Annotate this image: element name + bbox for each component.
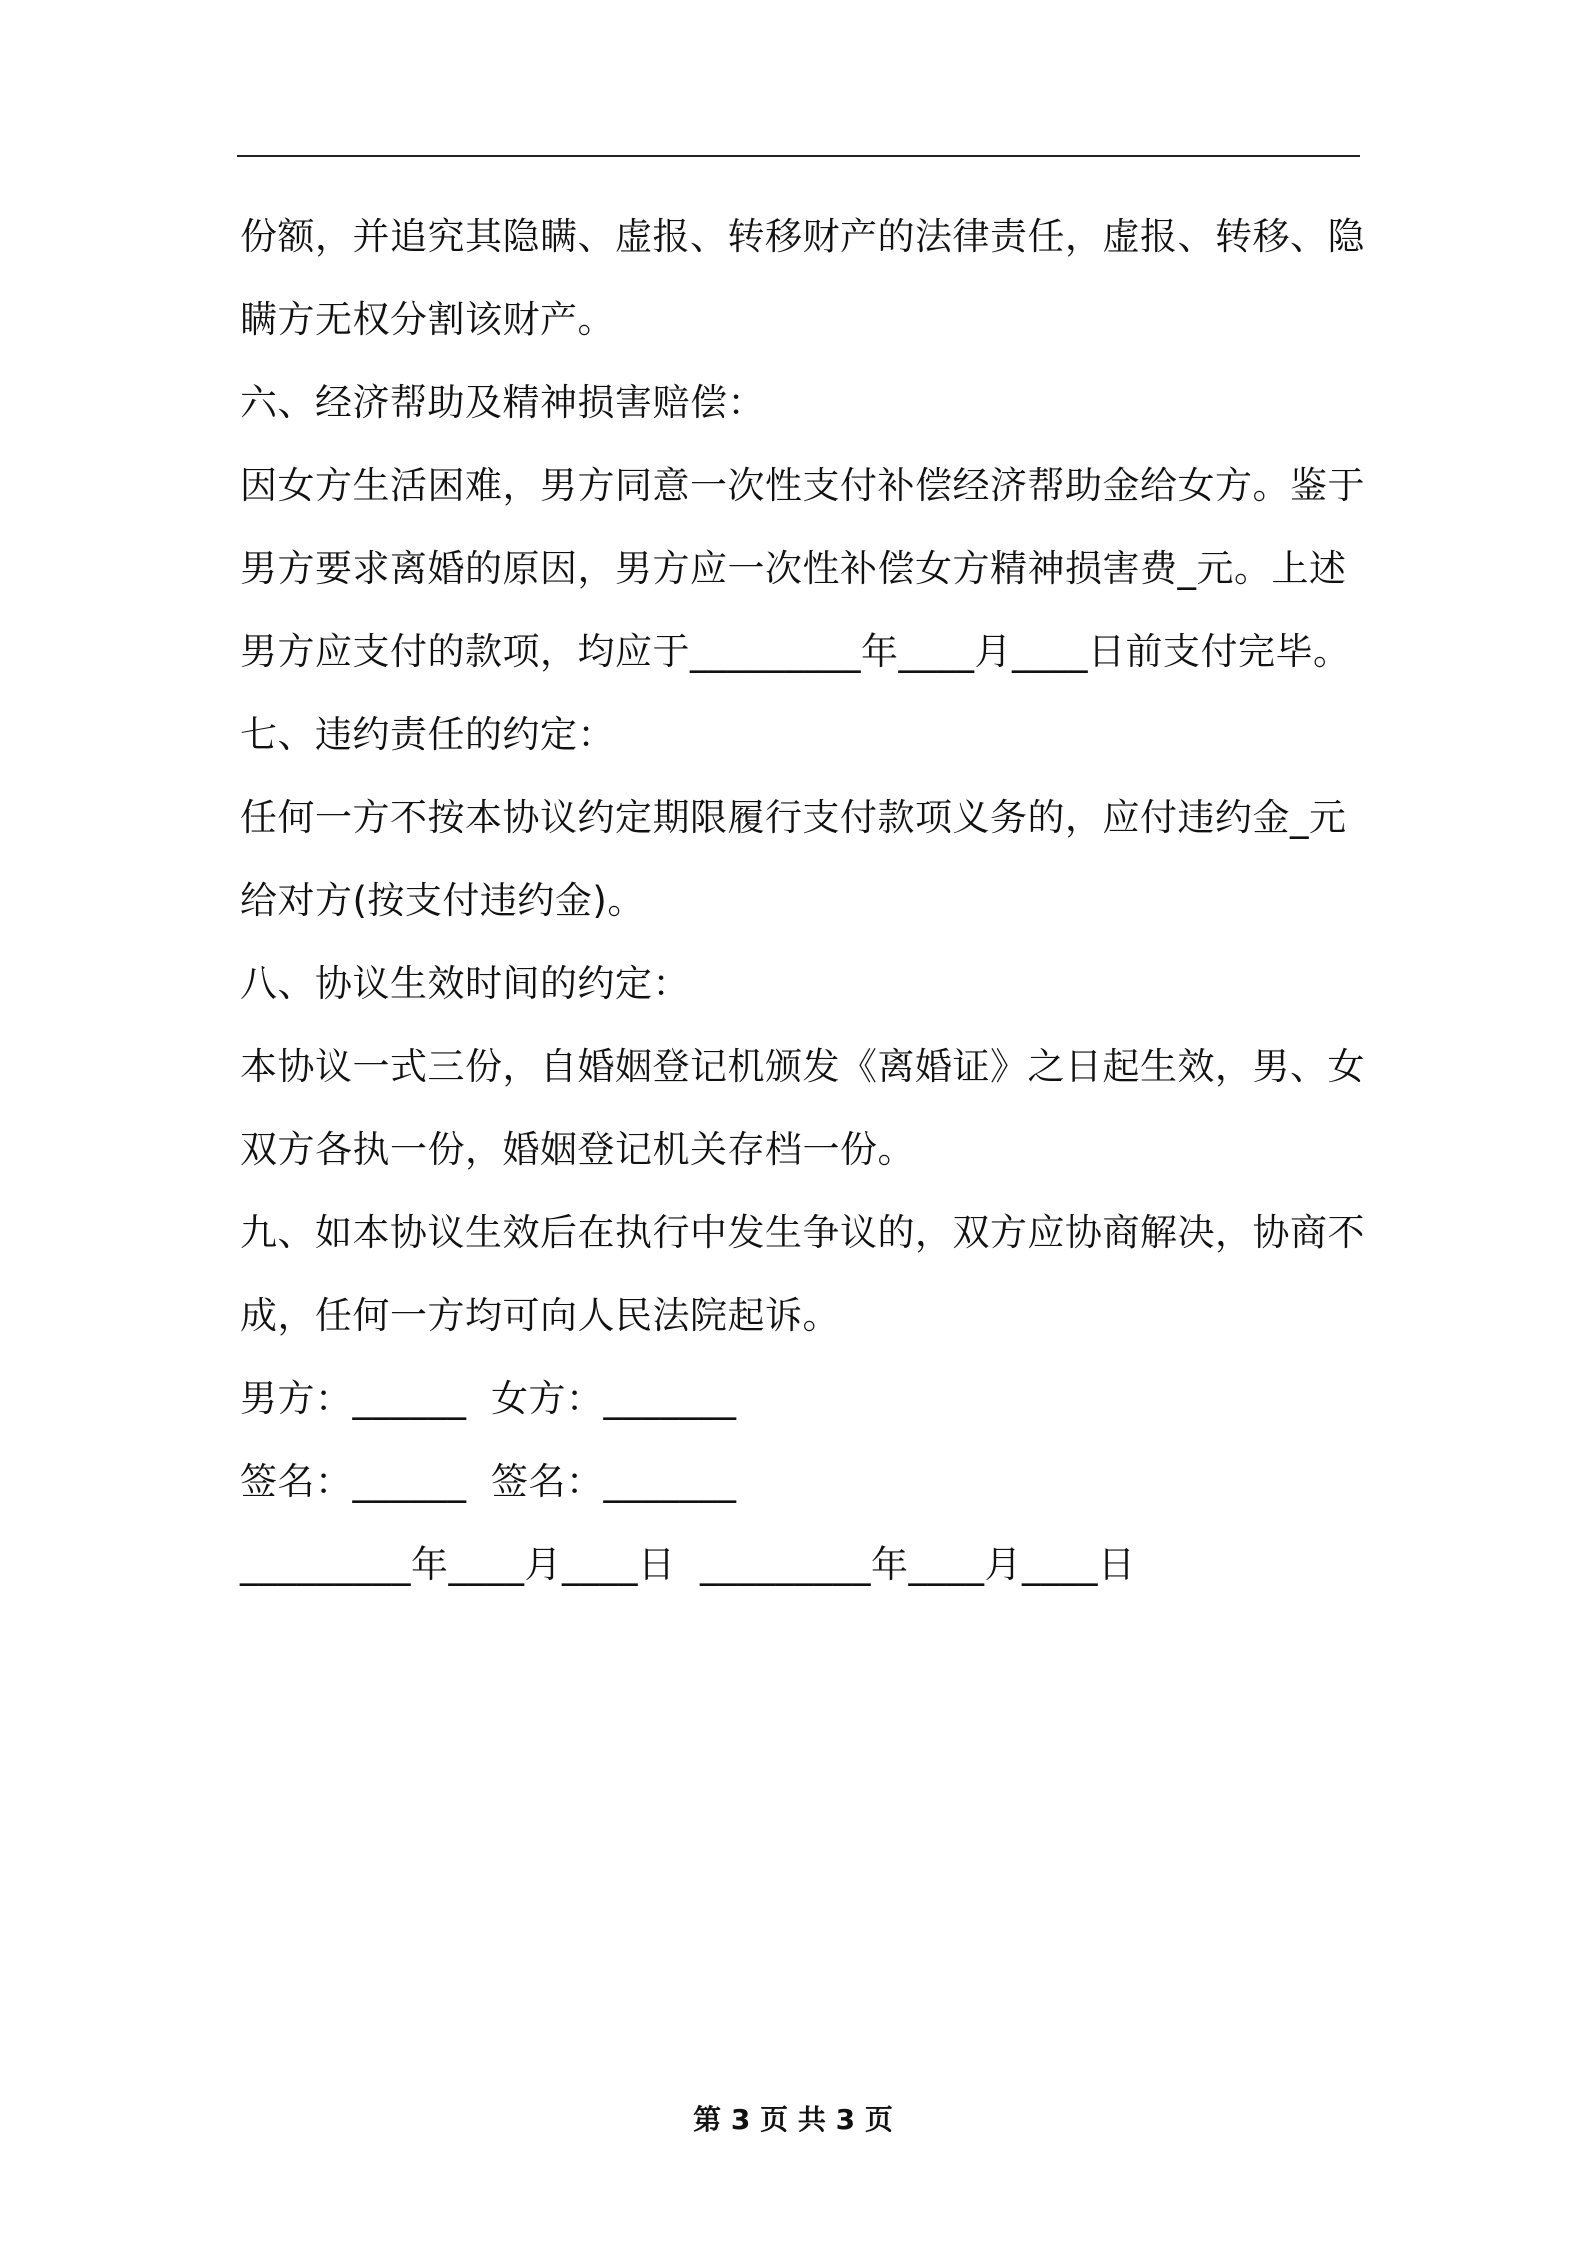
page-number: 第 3 页 共 3 页: [693, 2103, 893, 2136]
paragraph-line: 份额，并追究其隐瞒、虚报、转移财产的法律责任，虚报、转移、隐: [240, 215, 1365, 258]
paragraph-line: 成，任何一方均可向人民法院起诉。: [240, 1294, 840, 1337]
section-heading: 七、违约责任的约定：: [240, 713, 615, 756]
paragraph-line: 瞒方无权分割该财产。: [240, 298, 615, 341]
section-heading: 六、经济帮助及精神损害赔偿：: [240, 381, 765, 424]
document-body: [240, 195, 1365, 1606]
section-heading: 八、协议生效时间的约定：: [240, 962, 690, 1005]
paragraph-line: 双方各执一份，婚姻登记机关存档一份。: [240, 1128, 915, 1171]
paragraph-line: 男方应支付的款项，均应于_________年____月____日前支付完毕。: [240, 630, 1351, 673]
signature-line: 签名：______ 签名：_______: [240, 1460, 737, 1503]
paragraph-line: 因女方生活困难，男方同意一次性支付补偿经济帮助金给女方。鉴于: [240, 464, 1365, 507]
paragraph-line: 九、如本协议生效后在执行中发生争议的，双方应协商解决，协商不: [240, 1211, 1365, 1254]
date-line: _________年____月____日 _________年____月____日: [240, 1543, 1136, 1586]
header-divider: [237, 155, 1360, 157]
paragraph-line: 给对方(按支付违约金)。: [240, 879, 645, 922]
party-line: 男方：______ 女方：_______: [240, 1377, 737, 1420]
paragraph-line: 任何一方不按本协议约定期限履行支付款项义务的，应付违约金_元: [240, 796, 1347, 839]
paragraph-line: 本协议一式三份，自婚姻登记机颁发《离婚证》之日起生效，男、女: [240, 1045, 1365, 1088]
paragraph-line: 男方要求离婚的原因，男方应一次性补偿女方精神损害费_元。上述: [240, 547, 1347, 590]
